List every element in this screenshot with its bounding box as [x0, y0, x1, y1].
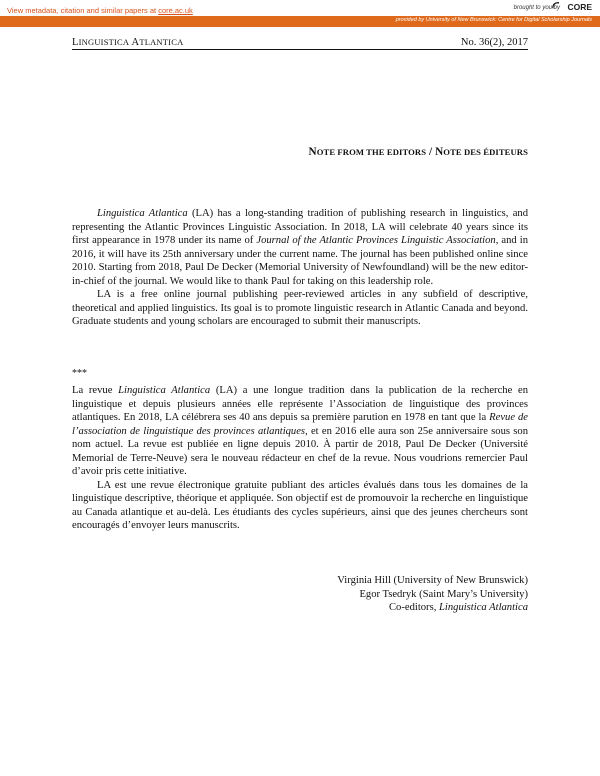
core-provided-by[interactable]: provided by University of New Brunswick: Centre for Digital Scholarship Journals — [395, 17, 592, 23]
core-provider-strip — [0, 16, 600, 27]
signature-line-1: Virginia Hill (University of New Brunswick) — [337, 575, 528, 586]
core-logo[interactable]: CORE — [567, 2, 592, 12]
french-paragraph-2: LA est une revue électronique gratuite publiant des articles évalués dans tous les domaines de la linguistique descriptive, théorique et appliquée. Son objectif est de promouvoir la recherche en linguistique au Canada atlantique et au-delà. Les étudiants des cycles supérieurs, ainsi que des jeunes chercheurs sont encouragés d’envoyer leurs manuscrits. — [72, 479, 528, 532]
french-section — [72, 384, 528, 533]
english-paragraph-2: LA is a free online journal publishing peer-reviewed articles in any subfield of descriptive, theoretical and applied linguistics. Its goal is to promote linguistic research in Atlantic Canada and beyond. Graduate students and young scholars are encouraged to submit their manuscripts. — [72, 289, 528, 328]
issue-number: No. 36(2), 2017 — [460, 37, 528, 48]
running-head — [72, 37, 528, 50]
core-link-prefix: View metadata, citation and similar papers at — [7, 6, 159, 15]
core-banner — [0, 0, 600, 28]
core-link-text[interactable]: core.ac.uk — [158, 6, 193, 15]
english-section — [72, 207, 528, 329]
english-paragraph-1: Linguistica Atlantica (LA) has a long-standing tradition of publishing research in linguistics, and representing the Atlantic Provinces Linguistic Association. In 2018, LA will celebrate 40 years since its first appearance in 1978 under its name of Journal of the Atlantic Provinces Linguistic Association, and in 2016, it will have its 25th anniversary under the current name. The journal has been published online since 2010. Starting from 2018, Paul De Decker (Memorial University of Newfoundland) will be the new editor-in-chief of the journal. We would like to thank Paul for taking on this leadership role. — [72, 208, 528, 287]
french-paragraph-1: La revue Linguistica Atlantica (LA) a une longue tradition dans la publication de la recherche en linguistique et depuis plusieurs années elle représente l’Association de linguistique des provinces atlantiques. En 2018, LA célébrera ses 40 ans depuis sa première parution en 1978 en tant que la Revue de l’association de linguistique des provinces atlantiques, et en 2016 elle aura son 25e anniversaire sous son nom actuel. La revue est publiée en ligne depuis 2010. À partir de 2018, Paul De Decker (Université Memorial de Terre-Neuve) sera le nouveau rédacteur en chef de la revue. Nous voudrions remercier Paul d’avoir pris cette initiative. — [72, 385, 528, 478]
core-logo-icon — [551, 1, 560, 10]
core-metadata-link[interactable] — [7, 6, 193, 15]
page-title: NOTE FROM THE EDITORS / NOTE DES ÉDITEURS — [308, 146, 528, 158]
signature-line-2: Egor Tsedryk (Saint Mary’s University) — [359, 588, 528, 600]
journal-name: LINGUISTICA ATLANTICA — [72, 37, 184, 48]
signature-line-3: Co-editors, Linguistica Atlantica — [388, 602, 528, 614]
signature-block — [300, 574, 528, 615]
section-separator: *** — [72, 368, 87, 379]
core-brought-by: brought to you by — [513, 5, 560, 11]
